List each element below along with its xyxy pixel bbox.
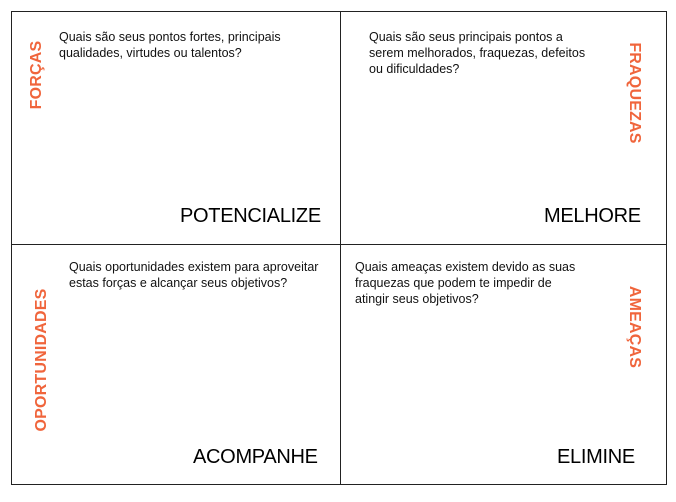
strengths-action: POTENCIALIZE xyxy=(180,205,321,227)
strengths-label: FORÇAS xyxy=(28,40,45,110)
quadrant-opportunities xyxy=(12,245,340,485)
threats-question: Quais ameaças existem devido as suas fraquezas que podem te impedir de atingir seus objetivos? xyxy=(355,260,576,306)
strengths-question: Quais são seus pontos fortes, principais qualidades, virtudes ou talentos? xyxy=(59,30,281,60)
threats-action: ELIMINE xyxy=(557,446,635,468)
quadrant-threats xyxy=(341,245,667,485)
opportunities-action: ACOMPANHE xyxy=(193,446,318,468)
weaknesses-label: FRAQUEZAS xyxy=(626,42,643,144)
opportunities-question: Quais oportunidades existem para aproveitar estas forças e alcançar seus objetivos? xyxy=(69,260,319,290)
weaknesses-action: MELHORE xyxy=(544,205,641,227)
threats-label: AMEAÇAS xyxy=(626,285,643,369)
quadrant-weaknesses xyxy=(341,12,667,244)
weaknesses-question: Quais são seus principais pontos a serem melhorados, fraquezas, defeitos ou dificuldades? xyxy=(369,30,586,76)
swot-grid xyxy=(11,11,667,485)
quadrant-strengths xyxy=(12,12,340,244)
opportunities-label: OPORTUNIDADES xyxy=(33,288,50,432)
